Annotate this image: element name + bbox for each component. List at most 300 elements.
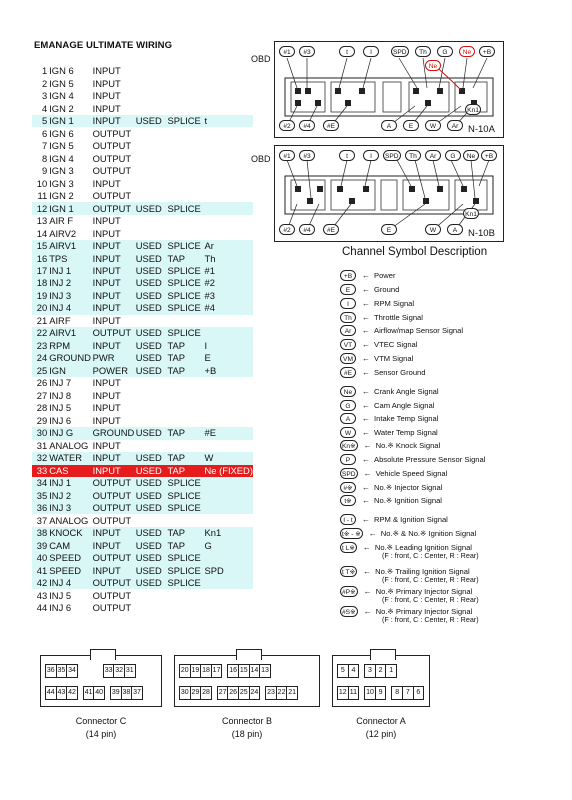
legend-item [340,466,447,480]
table-row [32,352,253,364]
pin-number: 40 [93,687,104,699]
pin-number: 19 [32,290,49,302]
signal-tag [205,377,254,389]
pin-name: IGN 1 [49,115,92,127]
pin-direction: PWR [93,352,136,364]
pin-number: 18 [32,277,49,289]
used-flag: USED [136,327,168,339]
arrow-left-icon: ← [362,284,370,294]
used-flag [136,165,168,177]
used-flag [136,190,168,202]
pin-name: WATER [49,452,92,464]
legend-item [340,351,413,365]
pin-number: 3 [368,667,372,674]
pin-number: 40 [32,552,49,564]
pin-name: SPEED [49,552,92,564]
legend-item [340,323,463,337]
legend-text: Absolute Pressure Sensor Signal [374,454,486,464]
signal-tag [205,227,254,239]
pin-number: 30 [32,427,49,439]
signal-tag-circle: +B [479,46,495,57]
pin-number: 36 [32,502,49,514]
pin-number: 16 [229,667,238,674]
obd-label: OBD [251,154,271,164]
connection-type: TAP [167,365,204,377]
pin-name: AIR F [49,215,74,227]
legend-item [340,365,426,379]
used-flag: USED [136,340,168,352]
used-flag [136,602,168,614]
pin-direction: INPUT [93,539,136,551]
used-flag: USED [136,365,168,377]
pin-group [83,686,105,700]
signal-tag [205,65,254,77]
table-row [32,315,253,327]
legend-text: Intake Temp Signal [374,413,439,423]
legend-text: No.※ Knock Signal [375,440,441,450]
connection-type: TAP [167,352,204,364]
signal-tag: E [205,352,254,364]
table-row [32,140,253,152]
legend-symbol: I [340,298,356,309]
pin-number: 31 [124,665,135,677]
table-row [32,452,253,464]
pin-number: 35 [32,489,49,501]
connector-housing [174,655,320,707]
pin-group [265,686,298,700]
connection-type [167,152,204,164]
pin-direction: INPUT [92,102,121,114]
legend-text: Power [374,270,396,280]
signal-tag-circle: #4 [299,120,315,131]
used-flag: USED [136,452,168,464]
table-row [32,427,253,439]
used-flag: USED [136,539,168,551]
legend-symbol: P [340,454,356,465]
pin-name: INJ 7 [49,377,72,389]
connector-name: Connector B [221,716,273,726]
connection-type: SPLICE [167,240,204,252]
pin-name: IGN [49,365,92,377]
arrow-left-icon: ← [363,586,372,596]
pin-direction: INPUT [93,564,136,576]
legend-symbol: A [340,413,356,424]
signal-tag [205,390,254,402]
legend-item [340,452,485,466]
signal-tag-circle: Kn1 [465,104,481,115]
connection-type: SPLICE [167,327,204,339]
pin-name: IGN 6 [49,65,74,77]
pin-name: INJ 2 [49,277,92,289]
pin-number: 8 [395,689,400,696]
arrow-left-icon: ← [363,440,372,450]
table-row [32,102,253,114]
signal-tag-circle: t [339,150,355,161]
pin-group [217,686,260,700]
signal-tag-circle: #E [323,224,339,235]
signal-tag [205,415,254,427]
pin-direction: OUTPUT [93,489,136,501]
table-row [32,240,253,252]
signal-tag-circle: G [437,46,453,57]
pin-direction: OUTPUT [92,190,132,202]
legend-symbol: t T※ [340,566,357,577]
arrow-left-icon: ← [362,413,370,423]
arrow-left-icon: ← [362,339,370,349]
pin-group [45,686,78,700]
pin-number: 7 [402,687,413,699]
pin-number: 11 [37,190,48,202]
legend-text: VTM Signal [374,353,414,363]
connection-type [167,77,204,89]
signal-tag-circle: #3 [299,150,315,161]
pin-direction: OUTPUT [93,477,136,489]
table-row [32,77,253,89]
connection-type [167,415,204,427]
used-flag: USED [136,352,168,364]
signal-tag: #2 [205,277,254,289]
connection-type [167,227,204,239]
legend-text: No.※ Primary Injector Signal [375,606,473,616]
pin-number: 30 [180,689,189,696]
pin-number: 26 [227,687,238,699]
signal-tag-circle: #3 [299,46,315,57]
pin-number: 32 [32,452,49,464]
pin-number: 7 [41,140,48,152]
connection-type: SPLICE [167,290,204,302]
pin-direction: INPUT [92,177,121,189]
pin-number: 24 [249,687,260,699]
legend-text: VTEC Signal [374,339,418,349]
table-row [32,265,253,277]
pin-group [337,686,359,700]
signal-tag [205,202,254,214]
legend-symbol: #P※ [340,586,358,597]
obd-label: OBD [251,54,271,64]
pin-direction: INPUT [92,377,121,389]
legend-subtext: (F : front, C : Center, R : Rear) [382,575,479,584]
pin-group [179,686,212,700]
pin-name: AIRV1 [49,327,92,339]
legend-item [340,493,442,507]
pin-direction: OUTPUT [92,589,132,601]
connection-type: SPLICE [167,302,204,314]
used-flag [136,402,168,414]
table-row [32,415,253,427]
signal-tag: t [205,115,254,127]
legend-symbol: +B [340,270,356,281]
signal-tag-circle: W [425,120,441,131]
signal-tag: +B [205,365,254,377]
used-flag: USED [136,577,168,589]
pin-direction: INPUT [92,90,121,102]
connection-type [167,514,204,526]
signal-tag [205,477,254,489]
pin-number: 44 [46,689,55,696]
connection-type [167,177,204,189]
model-label-n10b: N-10B [468,228,495,239]
used-flag [136,589,168,601]
signal-tag-circle: I [363,150,379,161]
pin-number: 36 [46,667,55,674]
table-row [32,440,253,452]
legend-symbol: Ne [340,386,356,397]
table-row [32,502,253,514]
pin-name: INJ 1 [49,265,92,277]
signal-tag-circle: E [403,120,419,131]
connection-type [167,140,204,152]
signal-tag [205,215,254,227]
pin-direction: INPUT [92,402,121,414]
pin-name: SPEED [49,564,92,576]
connection-type: TAP [167,452,204,464]
used-flag: USED [136,552,168,564]
pin-number: 21 [36,314,48,326]
signal-tag: Kn1 [205,527,254,539]
pin-group [179,664,222,678]
used-flag [136,315,168,327]
signal-tag: G [205,539,254,551]
legend-text: No.※ & No.※ Ignition Signal [380,528,477,538]
pin-number: 28 [200,687,211,699]
pin-number: 3 [41,90,48,102]
legend-symbol: W [340,427,356,438]
signal-tag-circle: t [339,46,355,57]
connection-type: SPLICE [167,115,204,127]
table-row [32,215,253,227]
connection-type [167,390,204,402]
arrow-left-icon: ← [362,270,370,280]
legend-subtext: (F : front, C : Center, R : Rear) [382,551,479,560]
pin-number: 1 [41,65,48,77]
used-flag [136,77,168,89]
pin-direction: INPUT [93,252,136,264]
pin-direction: INPUT [92,227,121,239]
pin-number: 22 [276,687,287,699]
legend-item [340,411,438,425]
signal-tag [205,127,254,139]
pin-direction: INPUT [93,277,136,289]
pin-name: IGN 3 [49,165,74,177]
used-flag [136,65,168,77]
signal-tag-circle: SPD [391,46,409,57]
table-row [32,514,253,526]
connection-type: SPLICE [167,577,204,589]
pin-name: IGN 2 [49,190,74,202]
pin-name: INJ 6 [49,602,72,614]
signal-tag: W [205,452,254,464]
legend-item [340,398,434,412]
pin-direction: OUTPUT [92,602,132,614]
table-row [32,377,253,389]
pin-number: 19 [190,665,201,677]
signal-tag [205,190,254,202]
legend-symbol: t※ - ※ [340,528,363,539]
signal-tag-circle: #1 [279,46,295,57]
pin-number: 28 [36,402,48,414]
signal-tag-circle: Ne [463,150,479,161]
pin-name: AIRF [49,314,71,326]
used-flag: USED [136,265,168,277]
connector-pin-count: (18 pin) [231,729,263,739]
pin-name: INJ 5 [49,402,72,414]
legend-text: Sensor Ground [374,367,426,377]
pin-number: 33 [104,667,113,674]
pin-number: 33 [32,465,49,477]
signal-tag [205,177,254,189]
pin-number: 32 [113,665,124,677]
pin-name: CAS [49,465,92,477]
legend-subtext: (F : front, C : Center, R : Rear) [382,615,479,624]
connection-type [167,215,204,227]
connector-latch [370,649,396,660]
pin-number: 23 [32,340,49,352]
pin-direction: INPUT [93,340,136,352]
pin-number: 39 [111,689,120,696]
pin-direction: INPUT [93,240,136,252]
connector-pin-count: (12 pin) [365,729,397,739]
table-row [32,177,253,189]
pin-number: 9 [41,165,48,177]
legend-item [340,480,442,494]
pin-number: 43 [56,687,67,699]
legend-text: Vehicle Speed Signal [375,468,448,478]
pin-number: 8 [41,152,48,164]
pin-name: IGN 6 [49,127,74,139]
pin-direction: INPUT [93,265,136,277]
signal-tag-circle: Ar [425,150,441,161]
pin-direction: INPUT [93,465,136,477]
used-flag [136,415,168,427]
model-label-n10a: N-10A [468,124,495,135]
table-row [32,152,253,164]
used-flag: USED [136,527,168,539]
connection-type [167,315,204,327]
pin-number: 20 [32,302,49,314]
pin-group [337,664,359,678]
pin-direction: OUTPUT [92,127,132,139]
legend-text: Ground [374,284,400,294]
pin-direction: OUTPUT [93,552,136,564]
legend-text: Airflow/map Sensor Signal [374,325,464,335]
connection-type: SPLICE [167,477,204,489]
signal-tag-circle: #2 [279,224,295,235]
signal-tag [205,315,254,327]
connection-type: SPLICE [167,502,204,514]
signal-tag [205,440,254,452]
pin-number: 9 [375,687,386,699]
signal-tag-circle: I [363,46,379,57]
connector-pin-count: (14 pin) [85,729,117,739]
pin-number: 37 [36,514,48,526]
signal-tag-circle: #1 [279,150,295,161]
pin-number: 34 [66,665,77,677]
table-row [32,227,253,239]
pin-name: TPS [49,252,92,264]
pin-direction: OUTPUT [93,577,136,589]
used-flag [136,390,168,402]
pin-number: 10 [366,689,374,696]
pin-group [391,686,424,700]
signal-tag [205,589,254,601]
pin-name: INJ 8 [49,389,72,401]
legend-text: No.※ Leading Ignition Signal [374,542,472,552]
legend-symbol: G [340,400,356,411]
connection-type: TAP [167,427,204,439]
pin-number: 22 [32,327,49,339]
pin-number: 26 [36,377,48,389]
legend-text: Water Temp Signal [374,427,438,437]
signal-tag-circle: Ar [447,120,463,131]
connection-type [167,440,204,452]
connection-type: SPLICE [167,552,204,564]
connector-name: Connector C [75,716,127,726]
pin-number: 27 [36,389,48,401]
pin-number: 16 [32,252,49,264]
signal-tag-circle: A [381,120,397,131]
pin-name: ANALOG [49,439,89,451]
legend-text: RPM & Ignition Signal [374,514,448,524]
signal-tag: #E [205,427,254,439]
arrow-left-icon: ← [362,400,370,410]
pin-number: 43 [36,589,48,601]
used-flag [136,440,168,452]
table-row [32,165,253,177]
pin-number: 29 [190,687,201,699]
connector-housing [40,655,162,707]
pin-number: 38 [32,527,49,539]
pin-name: INJ 4 [49,302,92,314]
arrow-left-icon: ← [362,325,370,335]
used-flag: USED [136,115,168,127]
signal-tag: Ne (FIXED) [204,464,253,476]
connector-name: Connector A [356,716,406,726]
arrow-left-icon: ← [363,606,372,616]
table-row [32,190,253,202]
legend-symbol: Ar [340,325,356,336]
connection-type [167,65,204,77]
pin-group [110,686,143,700]
signal-tag-circle: Ne [459,46,475,57]
legend-symbol: E [340,284,356,295]
table-row [32,602,253,614]
connection-type [167,165,204,177]
table-row [32,127,253,139]
pin-direction: OUTPUT [93,202,136,214]
wiring-table [32,65,253,614]
pin-number: 15 [32,240,49,252]
signal-tag [205,502,254,514]
legend-item [340,425,438,439]
legend-symbol: #S※ [340,606,358,617]
arrow-left-icon: ← [362,454,370,464]
pin-name: KNOCK [49,527,92,539]
pin-number: 13 [259,665,270,677]
pin-direction: INPUT [92,439,121,451]
signal-tag: #4 [205,302,254,314]
table-row [32,290,253,302]
pin-number: 41 [32,564,49,576]
table-row [32,390,253,402]
used-flag: USED [136,427,168,439]
used-flag: USED [136,240,168,252]
signal-tag [205,102,254,114]
pin-number: 42 [66,687,77,699]
legend-text: No.※ Injector Signal [374,482,443,492]
pin-number: 37 [131,687,142,699]
used-flag: USED [136,465,168,477]
arrow-left-icon: ← [362,514,370,524]
